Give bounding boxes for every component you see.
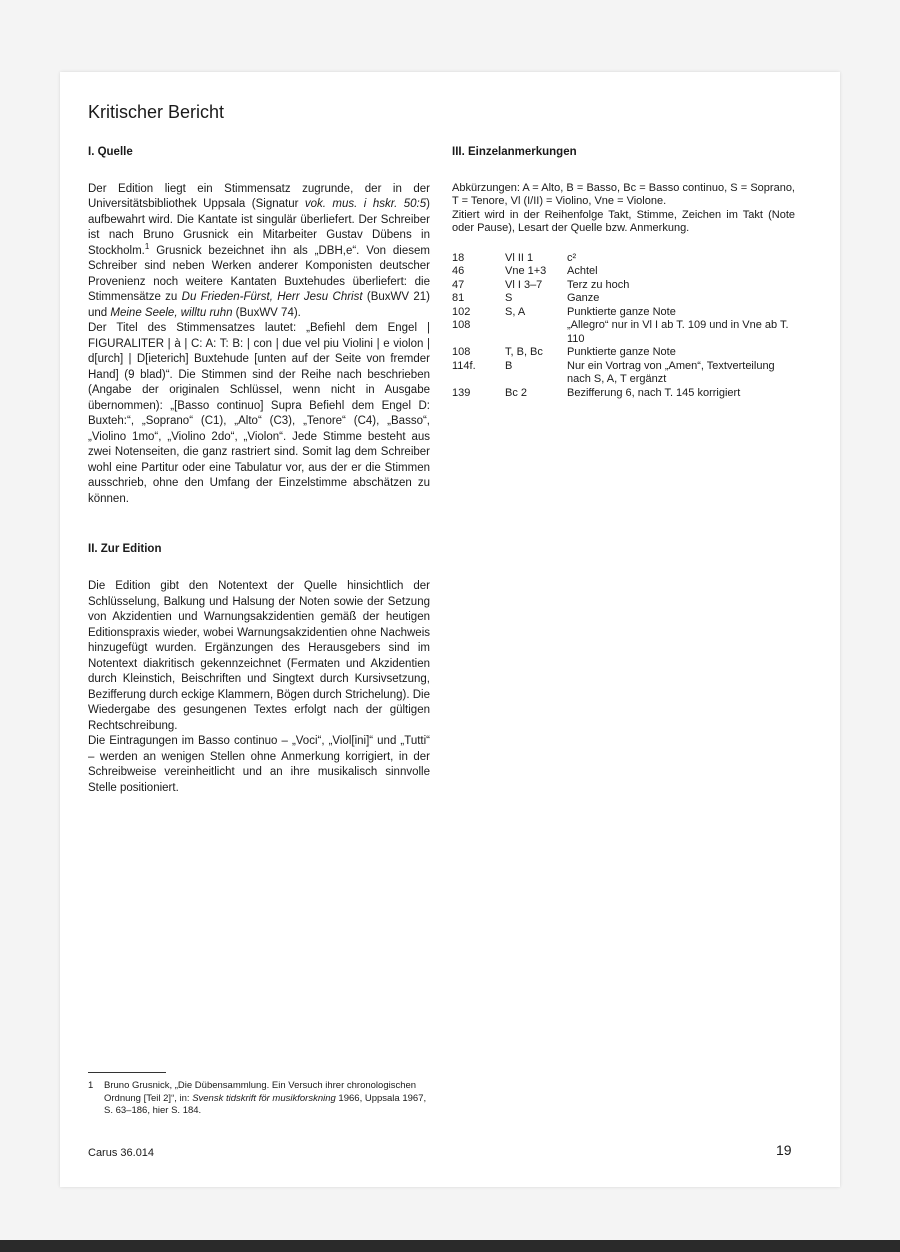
annotation-voice: Vl II 1 bbox=[505, 251, 534, 264]
annotation-bar: 108 bbox=[452, 319, 471, 332]
annotation-voice: B bbox=[505, 359, 513, 372]
annotation-voice: Vne 1+3 bbox=[505, 265, 547, 278]
annotation-row bbox=[452, 252, 795, 266]
annotation-note: Ganze bbox=[567, 292, 600, 305]
annotation-row bbox=[452, 279, 795, 293]
annotation-row bbox=[452, 346, 795, 360]
page-number: 19 bbox=[776, 1142, 792, 1158]
right-column bbox=[452, 146, 795, 400]
annotation-note: Punktierte ganze Note bbox=[567, 305, 676, 318]
annotation-row bbox=[452, 292, 795, 306]
annotation-note: Terz zu hoch bbox=[567, 278, 630, 291]
annotation-bar: 102 bbox=[452, 305, 471, 318]
annotation-voice: S, A bbox=[505, 305, 526, 318]
annotation-bar: 46 bbox=[452, 265, 465, 278]
annotation-note: Punktierte ganze Note bbox=[567, 346, 676, 359]
annotation-voice: Bc 2 bbox=[505, 386, 528, 399]
footnote bbox=[88, 1080, 433, 1118]
annotation-row bbox=[452, 360, 795, 387]
section-heading-quelle: I. Quelle bbox=[88, 146, 133, 158]
paragraph-quelle-1: Der Edition liegt ein Stimmensatz zugrunde, der in der Universitätsbibliothek Uppsala (Signatur vok. mus. i hskr. 50:5) aufbewahrt wird. Die Kantate ist singulär überliefert. Der Schreiber ist nach Bruno Grusnick ein Mitarbeiter Gustav Dübens in Stockholm.$^1$ Grusnick bezeichnet ihn als „DBH,e“. Von diesem Schreiber sind neben Werken anderer Komponisten deutscher Provenienz noch weitere Kantaten Buxtehudes überliefert: die Stimmensätze zu Du Frieden-Fürst, Herr Jesu Christ (BuxWV 21) und Meine Seele, willtu ruhn (BuxWV 74). bbox=[88, 182, 430, 319]
catalog-number: Carus 36.014 bbox=[88, 1147, 155, 1159]
annotation-bar: 18 bbox=[452, 251, 465, 264]
annotation-bar: 114f. bbox=[452, 359, 476, 372]
annotation-note: „Allegro“ nur in Vl I ab T. 109 und in Vne ab T. 110 bbox=[567, 319, 789, 345]
footnote-text: Bruno Grusnick, „Die Dübensammlung. Ein Versuch ihrer chronologischen Ordnung [Teil 2]“, in: Svensk tidskrift för musikforskning 1966, Uppsala 1967, S. 63–186, hier S. 184. bbox=[104, 1080, 427, 1116]
annotation-note: Bezifferung 6, nach T. 145 korrigiert bbox=[567, 386, 741, 399]
annotation-note: Achtel bbox=[567, 265, 598, 278]
footnote-number: 1 bbox=[88, 1080, 94, 1091]
annotation-voice: S bbox=[505, 292, 513, 305]
section-heading-einzelanmerkungen: III. Einzelanmerkungen bbox=[452, 146, 577, 158]
annotation-bar: 139 bbox=[452, 386, 471, 399]
annotation-note: Nur ein Vortrag von „Amen“, Textverteilung nach S, A, T ergänzt bbox=[567, 359, 775, 386]
annotation-bar: 108 bbox=[452, 346, 471, 359]
footnote-reference[interactable]: 1 bbox=[144, 241, 150, 251]
section-heading-edition: II. Zur Edition bbox=[88, 543, 162, 556]
annotation-bar: 47 bbox=[452, 278, 465, 291]
footnote-divider bbox=[88, 1072, 166, 1073]
annotation-row bbox=[452, 319, 795, 346]
paragraph-edition-2: Die Eintragungen im Basso continuo – „Voci“, „Viol[ini]“ und „Tutti“ – werden an wenigen Stellen ohne Anmerkung korrigiert, in der Schreibweise vereinheitlicht und an ihre musikalisch sinnvolle Stelle positioniert. bbox=[88, 735, 430, 794]
annotation-row bbox=[452, 387, 795, 401]
annotation-voice bbox=[505, 319, 567, 346]
paragraph-quelle-2: Der Titel des Stimmensatzes lautet: „Befiehl dem Engel | FIGURALITER | à | C: A: T: B: | con | due vel piu Violini | e violon | d[urch] | D[ieterich] Buxtehude [unten auf der Seite von fremder Hand] (9 blad)“. Die Stimmen sind der Reihe nach beschrieben (Angabe der originalen Schlüssel, wenn nicht in Ausgabe übernommen): „[Basso continuo] Supra Befiehl dem Engel D: Buxteh:“, „Soprano“ (C1), „Alto“ (C3), „Tenore“ (C4), „Basso“, „Violino 1mo“, „Violino 2do“, „Violon“. Jede Stimme besteht aus zwei Notenseiten, die ganz rastriert sind. Somit lag dem Schreiber wohl eine Partitur oder eine Tabulatur vor, aus der er die Stimmen ausschrieb, ohne den Umfang der Einzelstimme abschätzen zu können. bbox=[88, 322, 430, 505]
viewer-bottom-bar bbox=[0, 1240, 900, 1252]
page-title: Kritischer Bericht bbox=[88, 102, 225, 122]
annotations-table bbox=[452, 252, 795, 401]
left-column bbox=[88, 146, 430, 796]
document-page bbox=[60, 72, 840, 1187]
paragraph-edition-1: Die Edition gibt den Notentext der Quelle hinsichtlich der Schlüsselung, Balkung und Halsung der Noten sowie der Setzung von Akzidentien und Warnungsakzidentien gemäß der heutigen Editionspraxis wieder, wobei Warnungsakzidentien ohne Nachweis hinzugefügt wurden. Ergänzungen des Herausgebers sind im Notentext diakritisch gekennzeichnet (Fermaten und Akzidentien durch Kleinstich, Beischriften und Singtext durch Kursivsetzung, Bezifferung durch eckige Klammern, Bögen durch Strichelung). Die Wiedergabe des gesungenen Textes erfolgt nach der gültigen Rechtschreibung. bbox=[88, 580, 430, 732]
abbreviations-note: Abkürzungen: A = Alto, B = Basso, Bc = Basso continuo, S = Soprano, T = Tenore, Vl (I/II) = Violino, Vne = Violone. Zitiert wird in der Reihenfolge Takt, Stimme, Zeichen im Takt (Note oder Pause), Lesart der Quelle bzw. Anmerkung. bbox=[452, 181, 795, 235]
annotation-bar: 81 bbox=[452, 292, 465, 305]
annotation-voice: Vl I 3–7 bbox=[505, 278, 543, 291]
annotation-row bbox=[452, 306, 795, 320]
annotation-voice: T, B, Bc bbox=[505, 346, 543, 359]
annotation-note: c² bbox=[567, 251, 577, 264]
annotation-row bbox=[452, 265, 795, 279]
